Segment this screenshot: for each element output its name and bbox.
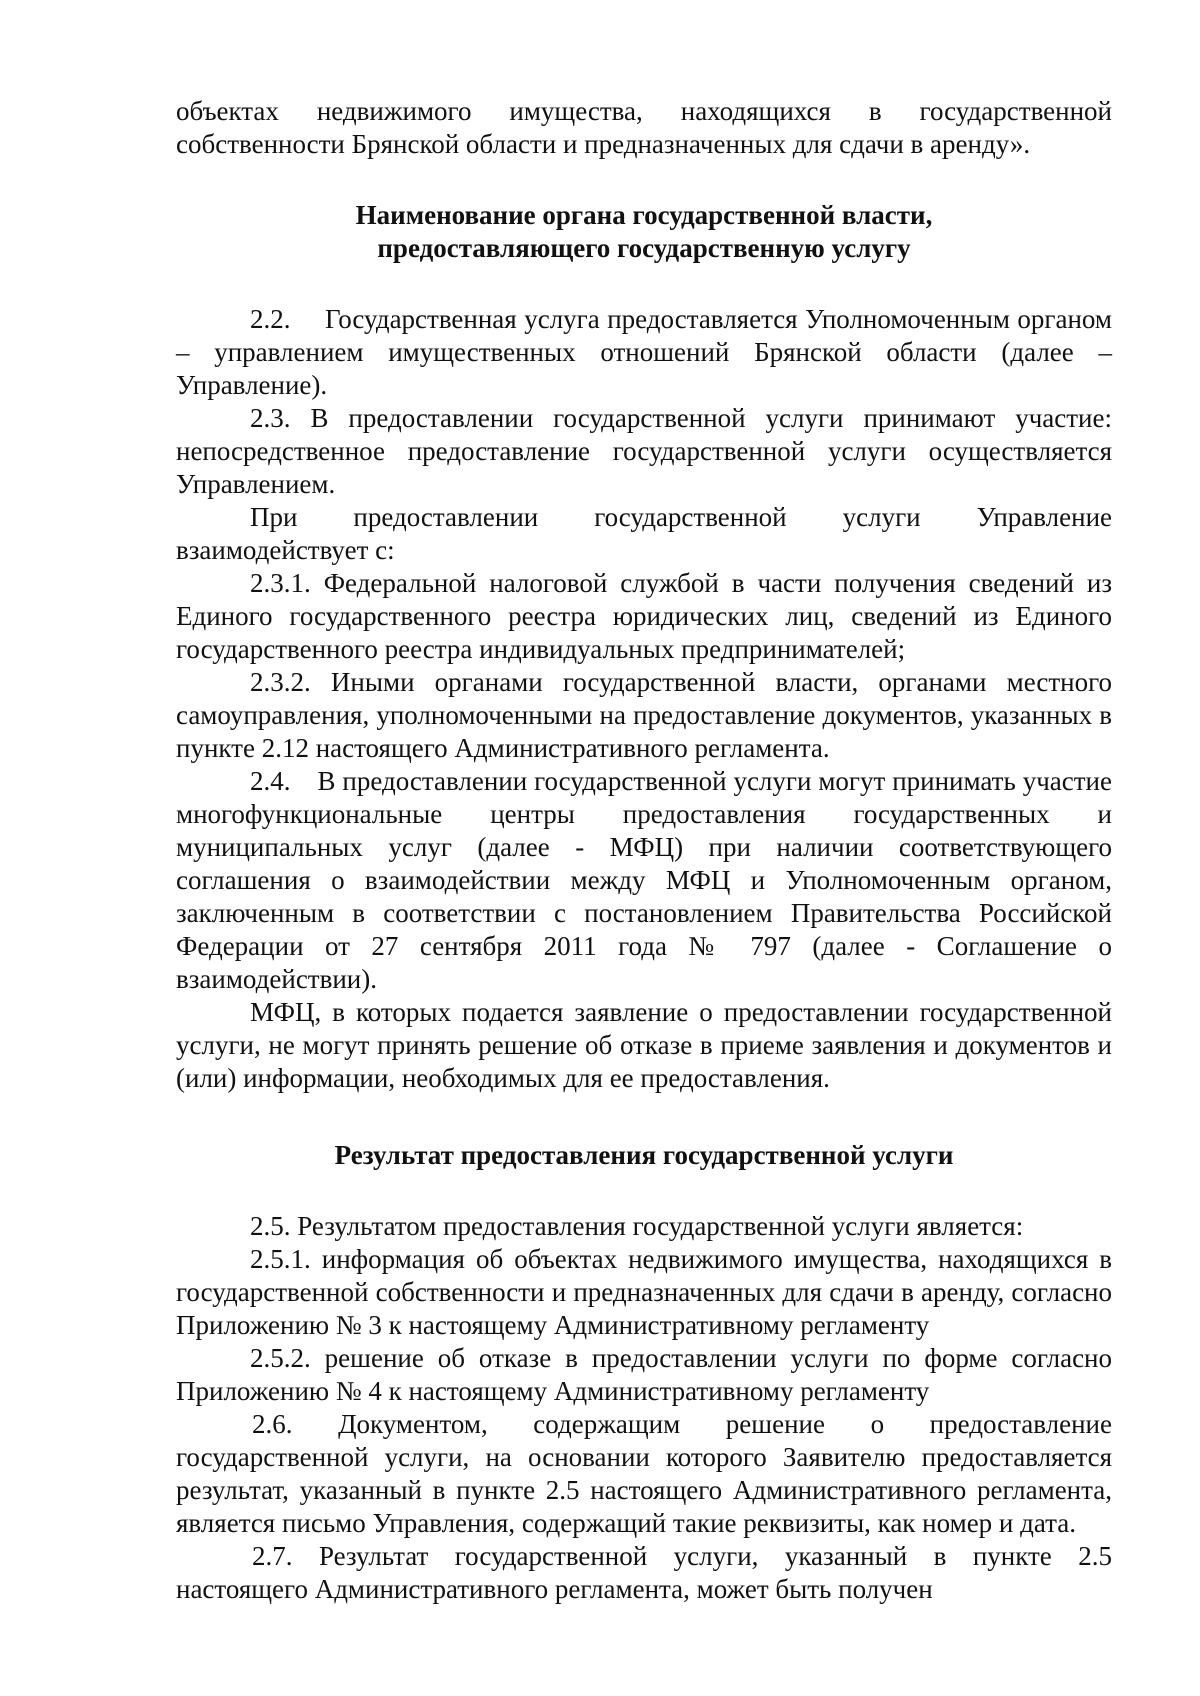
paragraph-mfc: МФЦ, в которых подается заявление о предоставлении государственной услуги, не могут принять решение об отказе в приеме заявления и документов и (или) информации, необходимых для ее предоставления. [176, 997, 1112, 1093]
paragraph-2-5: 2.5. Результатом предоставления государственной услуги является: [250, 1211, 1024, 1241]
paragraph-interacts: При предоставлении государственной услуги Управление взаимодействует с: [176, 502, 1112, 565]
paragraph-2-3: 2.3. В предоставлении государственной услуги принимают участие: непосредственное предоставление государственной услуги осуществляется Управлением. [176, 403, 1112, 499]
paragraph-2-4: 2.4. В предоставлении государственной услуги могут принимать участие многофункциональные центры предоставления государственных и муниципальных услуг (далее - МФЦ) при наличии соответствующего соглашения о взаимодействии между МФЦ и Уполномоченным органом, заключенным в соответствии с постановлением Правительства Российской Федерации от 27 сентября 2011 года № 797 (далее - Соглашение о взаимодействии). [176, 766, 1112, 994]
paragraph-2-5-2: 2.5.2. решение об отказе в предоставлении услуги по форме согласно Приложению № 4 к настоящему Административному регламенту [176, 1343, 1112, 1406]
paragraph-2-2: 2.2. Государственная услуга предоставляется Уполномоченным органом – управлением имущественных отношений Брянской области (далее – Управление). [176, 304, 1112, 400]
paragraph-intro: объектах недвижимого имущества, находящихся в государственной собственности Брянской области и предназначенных для сдачи в аренду». [176, 96, 1112, 159]
document-body [176, 95, 1112, 1606]
paragraph-2-6: 2.6. Документом, содержащим решение о предоставление государственной услуги, на основании которого Заявителю предоставляется результат, указанный в пункте 2.5 настоящего Административного регламента, является письмо Управления, содержащий такие реквизиты, как номер и дата. [176, 1409, 1112, 1538]
section-heading-authority-line2: предоставляющего государственную услугу [377, 233, 911, 263]
section-heading-result: Результат предоставления государственной услуги [334, 1140, 954, 1170]
paragraph-2-3-2: 2.3.2. Иными органами государственной власти, органами местного самоуправления, уполномоченными на предоставление документов, указанных в пункте 2.12 настоящего Административного регламента. [176, 667, 1112, 763]
section-heading-authority-line1: Наименование органа государственной власти, [355, 200, 933, 230]
paragraph-2-5-1: 2.5.1. информация об объектах недвижимого имущества, находящихся в государственной собственности и предназначенных для сдачи в аренду, согласно Приложению № 3 к настоящему Административному регламенту [176, 1244, 1112, 1340]
paragraph-2-7: 2.7. Результат государственной услуги, указанный в пункте 2.5 настоящего Административного регламента, может быть получен [176, 1541, 1112, 1604]
paragraph-2-3-1: 2.3.1. Федеральной налоговой службой в части получения сведений из Единого государственного реестра юридических лиц, сведений из Единого государственного реестра индивидуальных предпринимателей; [176, 568, 1112, 664]
